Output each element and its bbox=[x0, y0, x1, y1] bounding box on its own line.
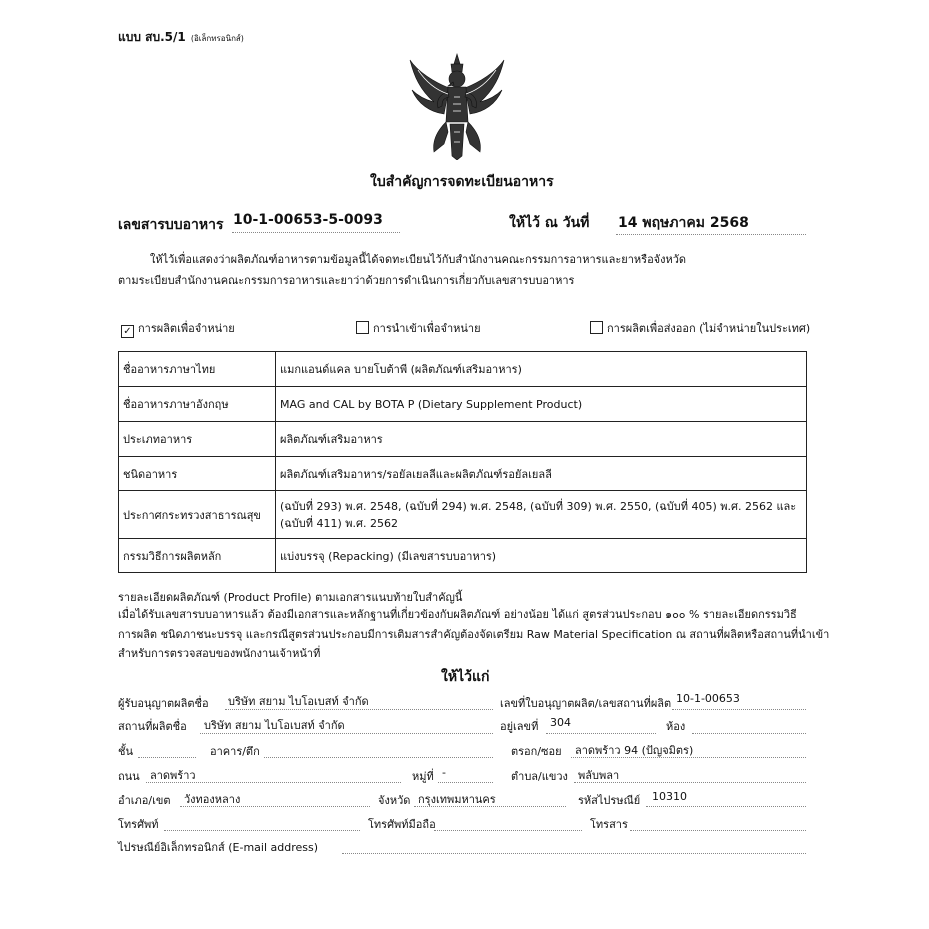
house-no-label: อยู่เลขที่ bbox=[500, 720, 539, 733]
postcode-value: 10310 bbox=[652, 790, 687, 803]
purpose-import: การนำเข้าเพื่อจำหน่าย bbox=[356, 319, 481, 337]
province-line bbox=[414, 806, 566, 807]
soi-label: ตรอก/ซอย bbox=[511, 745, 562, 758]
soi-value: ลาดพร้าว 94 (ปัญจมิตร) bbox=[575, 744, 694, 757]
mobile-label: โทรศัพท์มือถือ bbox=[368, 818, 436, 831]
postcode-label: รหัสไปรษณีย์ bbox=[578, 794, 641, 807]
license-no-label: เลขที่ใบอนุญาตผลิต/เลขสถานที่ผลิต bbox=[500, 697, 672, 710]
registration-number-line bbox=[232, 232, 400, 233]
email-label: ไปรษณีย์อิเล็กทรอนิกส์ (E-mail address) bbox=[118, 841, 319, 854]
table-row bbox=[119, 491, 807, 539]
form-code: แบบ สบ.5/1 (อิเล็กทรอนิกส์) bbox=[118, 30, 244, 44]
house-no-value: 304 bbox=[550, 716, 571, 729]
road-label: ถนน bbox=[118, 770, 140, 783]
moo-line bbox=[438, 782, 493, 783]
row-value: MAG and CAL by BOTA P (Dietary Supplement Product) bbox=[276, 387, 807, 422]
postcode-line bbox=[646, 806, 806, 807]
registration-number: 10-1-00653-5-0093 bbox=[233, 212, 383, 228]
licensee-label: ผู้รับอนุญาตผลิตชื่อ bbox=[118, 697, 209, 710]
district-line bbox=[180, 806, 370, 807]
grantee-heading: ให้ไว้แก่ bbox=[441, 669, 490, 685]
mobile-line bbox=[434, 830, 582, 831]
registration-number-label: เลขสารบบอาหาร bbox=[118, 217, 224, 233]
soi-line bbox=[571, 757, 806, 758]
email-line bbox=[342, 853, 806, 854]
docs-note-line-2: การผลิต ชนิดภาชนะบรรจุ และกรณีสูตรส่วนประกอบมีการเติมสารสำคัญต้องจัดเตรียม Raw Material Specification ณ สถานที่ผลิตหรือสถานที่นำเข้า bbox=[118, 628, 830, 641]
row-value: (ฉบับที่ 293) พ.ศ. 2548, (ฉบับที่ 294) พ.ศ. 2548, (ฉบับที่ 309) พ.ศ. 2550, (ฉบับที่ 405) พ.ศ. 2562 และ (ฉบับที่ 411) พ.ศ. 2562 bbox=[276, 491, 807, 539]
purpose-export: การผลิตเพื่อส่งออก (ไม่จำหน่ายในประเทศ) bbox=[590, 319, 810, 337]
moo-value: - bbox=[442, 766, 446, 779]
row-label: กรรมวิธีการผลิตหลัก bbox=[119, 539, 276, 573]
docs-note-line-1: เมื่อได้รับเลขสารบบอาหารแล้ว ต้องมีเอกสารและหลักฐานที่เกี่ยวข้องกับผลิตภัณฑ์ อย่างน้อย ได้แก่ สูตรส่วนประกอบ ๑๐๐ % รายละเอียดกรรมวิธี bbox=[118, 608, 797, 621]
issue-date-line bbox=[616, 234, 806, 235]
road-line bbox=[146, 782, 401, 783]
licensee-line bbox=[225, 709, 493, 710]
province-value: กรุงเทพมหานคร bbox=[418, 793, 496, 806]
table-row bbox=[119, 422, 807, 457]
room-line bbox=[692, 733, 806, 734]
road-value: ลาดพร้าว bbox=[150, 769, 196, 782]
product-profile-note: รายละเอียดผลิตภัณฑ์ (Product Profile) ตามเอกสารแนบท้ายใบสำคัญนี้ bbox=[118, 591, 463, 604]
room-label: ห้อง bbox=[666, 720, 686, 733]
subdistrict-line bbox=[574, 782, 806, 783]
row-value: ผลิตภัณฑ์เสริมอาหาร bbox=[276, 422, 807, 457]
license-no-value: 10-1-00653 bbox=[676, 692, 740, 705]
phone-line bbox=[164, 830, 360, 831]
row-label: ประเภทอาหาร bbox=[119, 422, 276, 457]
row-label: ชื่ออาหารภาษาอังกฤษ bbox=[119, 387, 276, 422]
row-value: ผลิตภัณฑ์เสริมอาหาร/รอยัลเยลลีและผลิตภัณฑ์รอยัลเยลลี bbox=[276, 457, 807, 491]
phone-label: โทรศัพท์ bbox=[118, 818, 159, 831]
issue-date: 14 พฤษภาคม 2568 bbox=[618, 215, 749, 231]
docs-note-line-3: สำหรับการตรวจสอบของพนักงานเจ้าหน้าที่ bbox=[118, 647, 321, 660]
fax-line bbox=[630, 830, 806, 831]
district-value: วังทองหลาง bbox=[184, 793, 241, 806]
table-row bbox=[119, 352, 807, 387]
building-label: อาคาร/ตึก bbox=[210, 745, 260, 758]
intro-line-1: ให้ไว้เพื่อแสดงว่าผลิตภัณฑ์อาหารตามข้อมูลนี้ได้จดทะเบียนไว้กับสำนักงานคณะกรรมการอาหารและยาหรือจังหวัด bbox=[150, 253, 687, 266]
product-info-table bbox=[118, 351, 807, 573]
row-label: ชื่ออาหารภาษาไทย bbox=[119, 352, 276, 387]
table-row bbox=[119, 457, 807, 491]
house-no-line bbox=[546, 733, 656, 734]
row-value: แมกแอนด์แคล บายโบต้าพี (ผลิตภัณฑ์เสริมอาหาร) bbox=[276, 352, 807, 387]
license-no-line bbox=[672, 709, 806, 710]
table-row bbox=[119, 539, 807, 573]
intro-line-2: ตามระเบียบสำนักงานคณะกรรมการอาหารและยาว่าด้วยการดำเนินการเกี่ยวกับเลขสารบบอาหาร bbox=[118, 274, 575, 287]
row-value: แบ่งบรรจุ (Repacking) (มีเลขสารบบอาหาร) bbox=[276, 539, 807, 573]
issue-date-label: ให้ไว้ ณ วันที่ bbox=[509, 215, 590, 231]
subdistrict-label: ตำบล/แขวง bbox=[511, 770, 568, 783]
row-label: ประกาศกระทรวงสาธารณสุข bbox=[119, 491, 276, 539]
province-label: จังหวัด bbox=[378, 794, 411, 807]
fax-label: โทรสาร bbox=[590, 818, 628, 831]
purpose-manufacture: ✓ การผลิตเพื่อจำหน่าย bbox=[121, 319, 235, 338]
row-label: ชนิดอาหาร bbox=[119, 457, 276, 491]
floor-label: ชั้น bbox=[118, 745, 133, 758]
garuda-emblem bbox=[404, 52, 510, 160]
moo-label: หมู่ที่ bbox=[412, 770, 434, 783]
district-label: อำเภอ/เขต bbox=[118, 794, 171, 807]
site-value: บริษัท สยาม ไบโอเบสท์ จำกัด bbox=[204, 719, 345, 732]
floor-line bbox=[138, 757, 196, 758]
subdistrict-value: พลับพลา bbox=[578, 769, 620, 782]
document-title: ใบสำคัญการจดทะเบียนอาหาร bbox=[370, 174, 554, 190]
site-label: สถานที่ผลิตชื่อ bbox=[118, 720, 187, 733]
purpose-manufacture-checkbox: ✓ bbox=[121, 325, 134, 338]
site-line bbox=[200, 733, 493, 734]
licensee-value: บริษัท สยาม ไบโอเบสท์ จำกัด bbox=[228, 695, 369, 708]
building-line bbox=[264, 757, 493, 758]
purpose-export-checkbox bbox=[590, 321, 603, 334]
table-row bbox=[119, 387, 807, 422]
purpose-import-checkbox bbox=[356, 321, 369, 334]
